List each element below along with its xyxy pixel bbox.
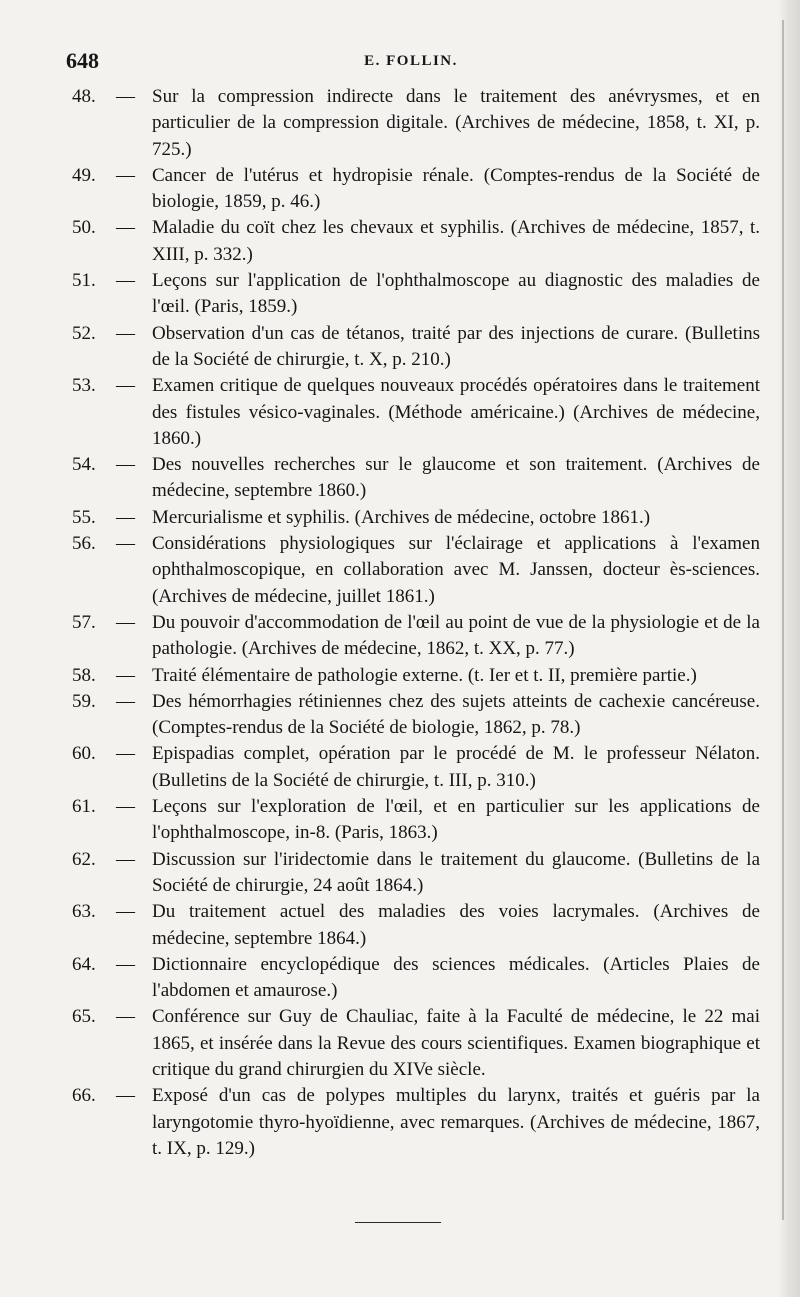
entry-number: 65. xyxy=(72,1006,96,1028)
entry-number: 52. xyxy=(72,322,96,344)
entry-number: 62. xyxy=(72,848,96,870)
bibliography-entry xyxy=(72,531,760,610)
entry-dash: — xyxy=(116,664,135,686)
entry-text: Des nouvelles recherches sur le glaucome et son traitement. (Archives de médecine, septembre 1860.) xyxy=(152,454,760,502)
entry-text: Leçons sur l'application de l'ophthalmoscope au diagnostic des maladies de l'œil. (Paris, 1859.) xyxy=(152,270,760,318)
page-number: 648 xyxy=(66,48,99,73)
entry-text: Discussion sur l'iridectomie dans le traitement du glaucome. (Bulletins de la Société de chirurgie, 24 août 1864.) xyxy=(152,848,760,896)
entry-dash: — xyxy=(116,1006,135,1028)
bibliography-entry xyxy=(72,610,760,663)
entry-text: Traité élémentaire de pathologie externe. (t. Ier et t. II, première partie.) xyxy=(152,664,697,686)
entry-dash: — xyxy=(116,901,135,923)
bibliography-entry xyxy=(72,689,760,742)
bibliography-entry xyxy=(72,373,760,452)
entry-dash: — xyxy=(116,953,135,975)
bibliography-entry xyxy=(72,215,760,268)
entry-text: Exposé d'un cas de polypes multiples du larynx, traités et guéris par la laryngotomie thyro-hyoïdienne, avec remarques. (Archives de médecine, 1867, t. IX, p. 129.) xyxy=(152,1085,760,1159)
entry-number: 58. xyxy=(72,664,96,686)
entry-number: 66. xyxy=(72,1085,96,1107)
entry-text: Observation d'un cas de tétanos, traité par des injections de curare. (Bulletins de la Société de chirurgie, t. X, p. 210.) xyxy=(152,322,760,370)
entry-dash: — xyxy=(116,1085,135,1107)
entry-number: 56. xyxy=(72,533,96,555)
entry-number: 48. xyxy=(72,86,96,107)
entry-number: 63. xyxy=(72,901,96,923)
bibliography-entry xyxy=(72,847,760,900)
bibliography-entry xyxy=(72,84,760,163)
bibliography-entry xyxy=(72,163,760,216)
entry-text: Conférence sur Guy de Chauliac, faite à la Faculté de médecine, le 22 mai 1865, et insérée dans la Revue des cours scientifiques. Examen biographique et critique du grand chirurgien du XIVe siècle. xyxy=(152,1006,760,1080)
entry-dash: — xyxy=(116,454,135,476)
bibliography-entry xyxy=(72,663,760,689)
entry-dash: — xyxy=(116,270,135,292)
bibliography-entry xyxy=(72,952,760,1005)
entry-number: 61. xyxy=(72,796,96,818)
entry-dash: — xyxy=(116,164,135,186)
bibliography-entry xyxy=(72,505,760,531)
entry-text: Sur la compression indirecte dans le traitement des anévrysmes, et en particulier de la compression digitale. (Archives de médecine, 1858, t. XI, p. 725.) xyxy=(152,86,760,160)
entry-number: 51. xyxy=(72,270,96,292)
entry-dash: — xyxy=(116,217,135,239)
entry-text: Mercurialisme et syphilis. (Archives de médecine, octobre 1861.) xyxy=(152,506,651,528)
entry-dash: — xyxy=(116,533,135,555)
bibliography-entry xyxy=(72,741,760,794)
running-head: E. FOLLIN. xyxy=(364,53,458,69)
entry-dash: — xyxy=(116,86,135,107)
entry-number: 59. xyxy=(72,690,96,712)
entry-number: 57. xyxy=(72,611,96,633)
entry-text: Du pouvoir d'accommodation de l'œil au point de vue de la physiologie et de la pathologie. (Archives de médecine, 1862, t. XX, p. 77.) xyxy=(152,611,760,660)
page-edge-line xyxy=(782,20,784,1220)
bibliography-entry xyxy=(72,1004,760,1083)
entry-dash: — xyxy=(116,848,135,870)
entry-number: 49. xyxy=(72,164,96,186)
entry-text: Examen critique de quelques nouveaux procédés opératoires dans le traitement des fistules vésico-vaginales. (Méthode américaine.) (Archives de médecine, 1860.) xyxy=(152,375,760,449)
bibliography-list xyxy=(72,84,760,1162)
entry-number: 54. xyxy=(72,454,96,476)
entry-text: Cancer de l'utérus et hydropisie rénale. (Comptes-rendus de la Société de biologie, 1859, p. 46.) xyxy=(152,164,760,213)
entry-number: 64. xyxy=(72,953,96,975)
entry-number: 50. xyxy=(72,217,96,239)
entry-text: Maladie du coït chez les chevaux et syphilis. (Archives de médecine, 1857, t. XIII, p. 332.) xyxy=(152,217,760,265)
bibliography-entry xyxy=(72,321,760,374)
entry-dash: — xyxy=(116,322,135,344)
bibliography-entry xyxy=(72,1083,760,1162)
bibliography-entry xyxy=(72,794,760,847)
bibliography-entry xyxy=(72,452,760,505)
entry-text: Dictionnaire encyclopédique des sciences médicales. (Articles Plaies de l'abdomen et amaurose.) xyxy=(152,953,760,1002)
end-rule xyxy=(355,1222,441,1223)
entry-number: 60. xyxy=(72,743,96,765)
page-header xyxy=(66,48,756,76)
entry-dash: — xyxy=(116,506,135,528)
entry-text: Considérations physiologiques sur l'éclairage et applications à l'examen ophthalmoscopique, en collaboration avec M. Janssen, docteur ès-sciences. (Archives de médecine, juillet 1861.) xyxy=(152,533,760,607)
entry-number: 53. xyxy=(72,375,96,397)
entry-text: Du traitement actuel des maladies des voies lacrymales. (Archives de médecine, septembre 1864.) xyxy=(152,901,760,949)
entry-text: Leçons sur l'exploration de l'œil, et en particulier sur les applications de l'ophthalmoscope, in-8. (Paris, 1863.) xyxy=(152,796,760,844)
entry-dash: — xyxy=(116,375,135,397)
bibliography-entry xyxy=(72,268,760,321)
entry-dash: — xyxy=(116,690,135,712)
entry-number: 55. xyxy=(72,506,96,528)
entry-text: Epispadias complet, opération par le procédé de M. le professeur Nélaton. (Bulletins de la Société de chirurgie, t. III, p. 310.) xyxy=(152,743,760,791)
entry-dash: — xyxy=(116,743,135,765)
bibliography-entry xyxy=(72,899,760,952)
entry-dash: — xyxy=(116,796,135,818)
entry-text: Des hémorrhagies rétiniennes chez des sujets atteints de cachexie cancéreuse. (Comptes-rendus de la Société de biologie, 1862, p. 78.) xyxy=(152,690,760,739)
entry-dash: — xyxy=(116,611,135,633)
